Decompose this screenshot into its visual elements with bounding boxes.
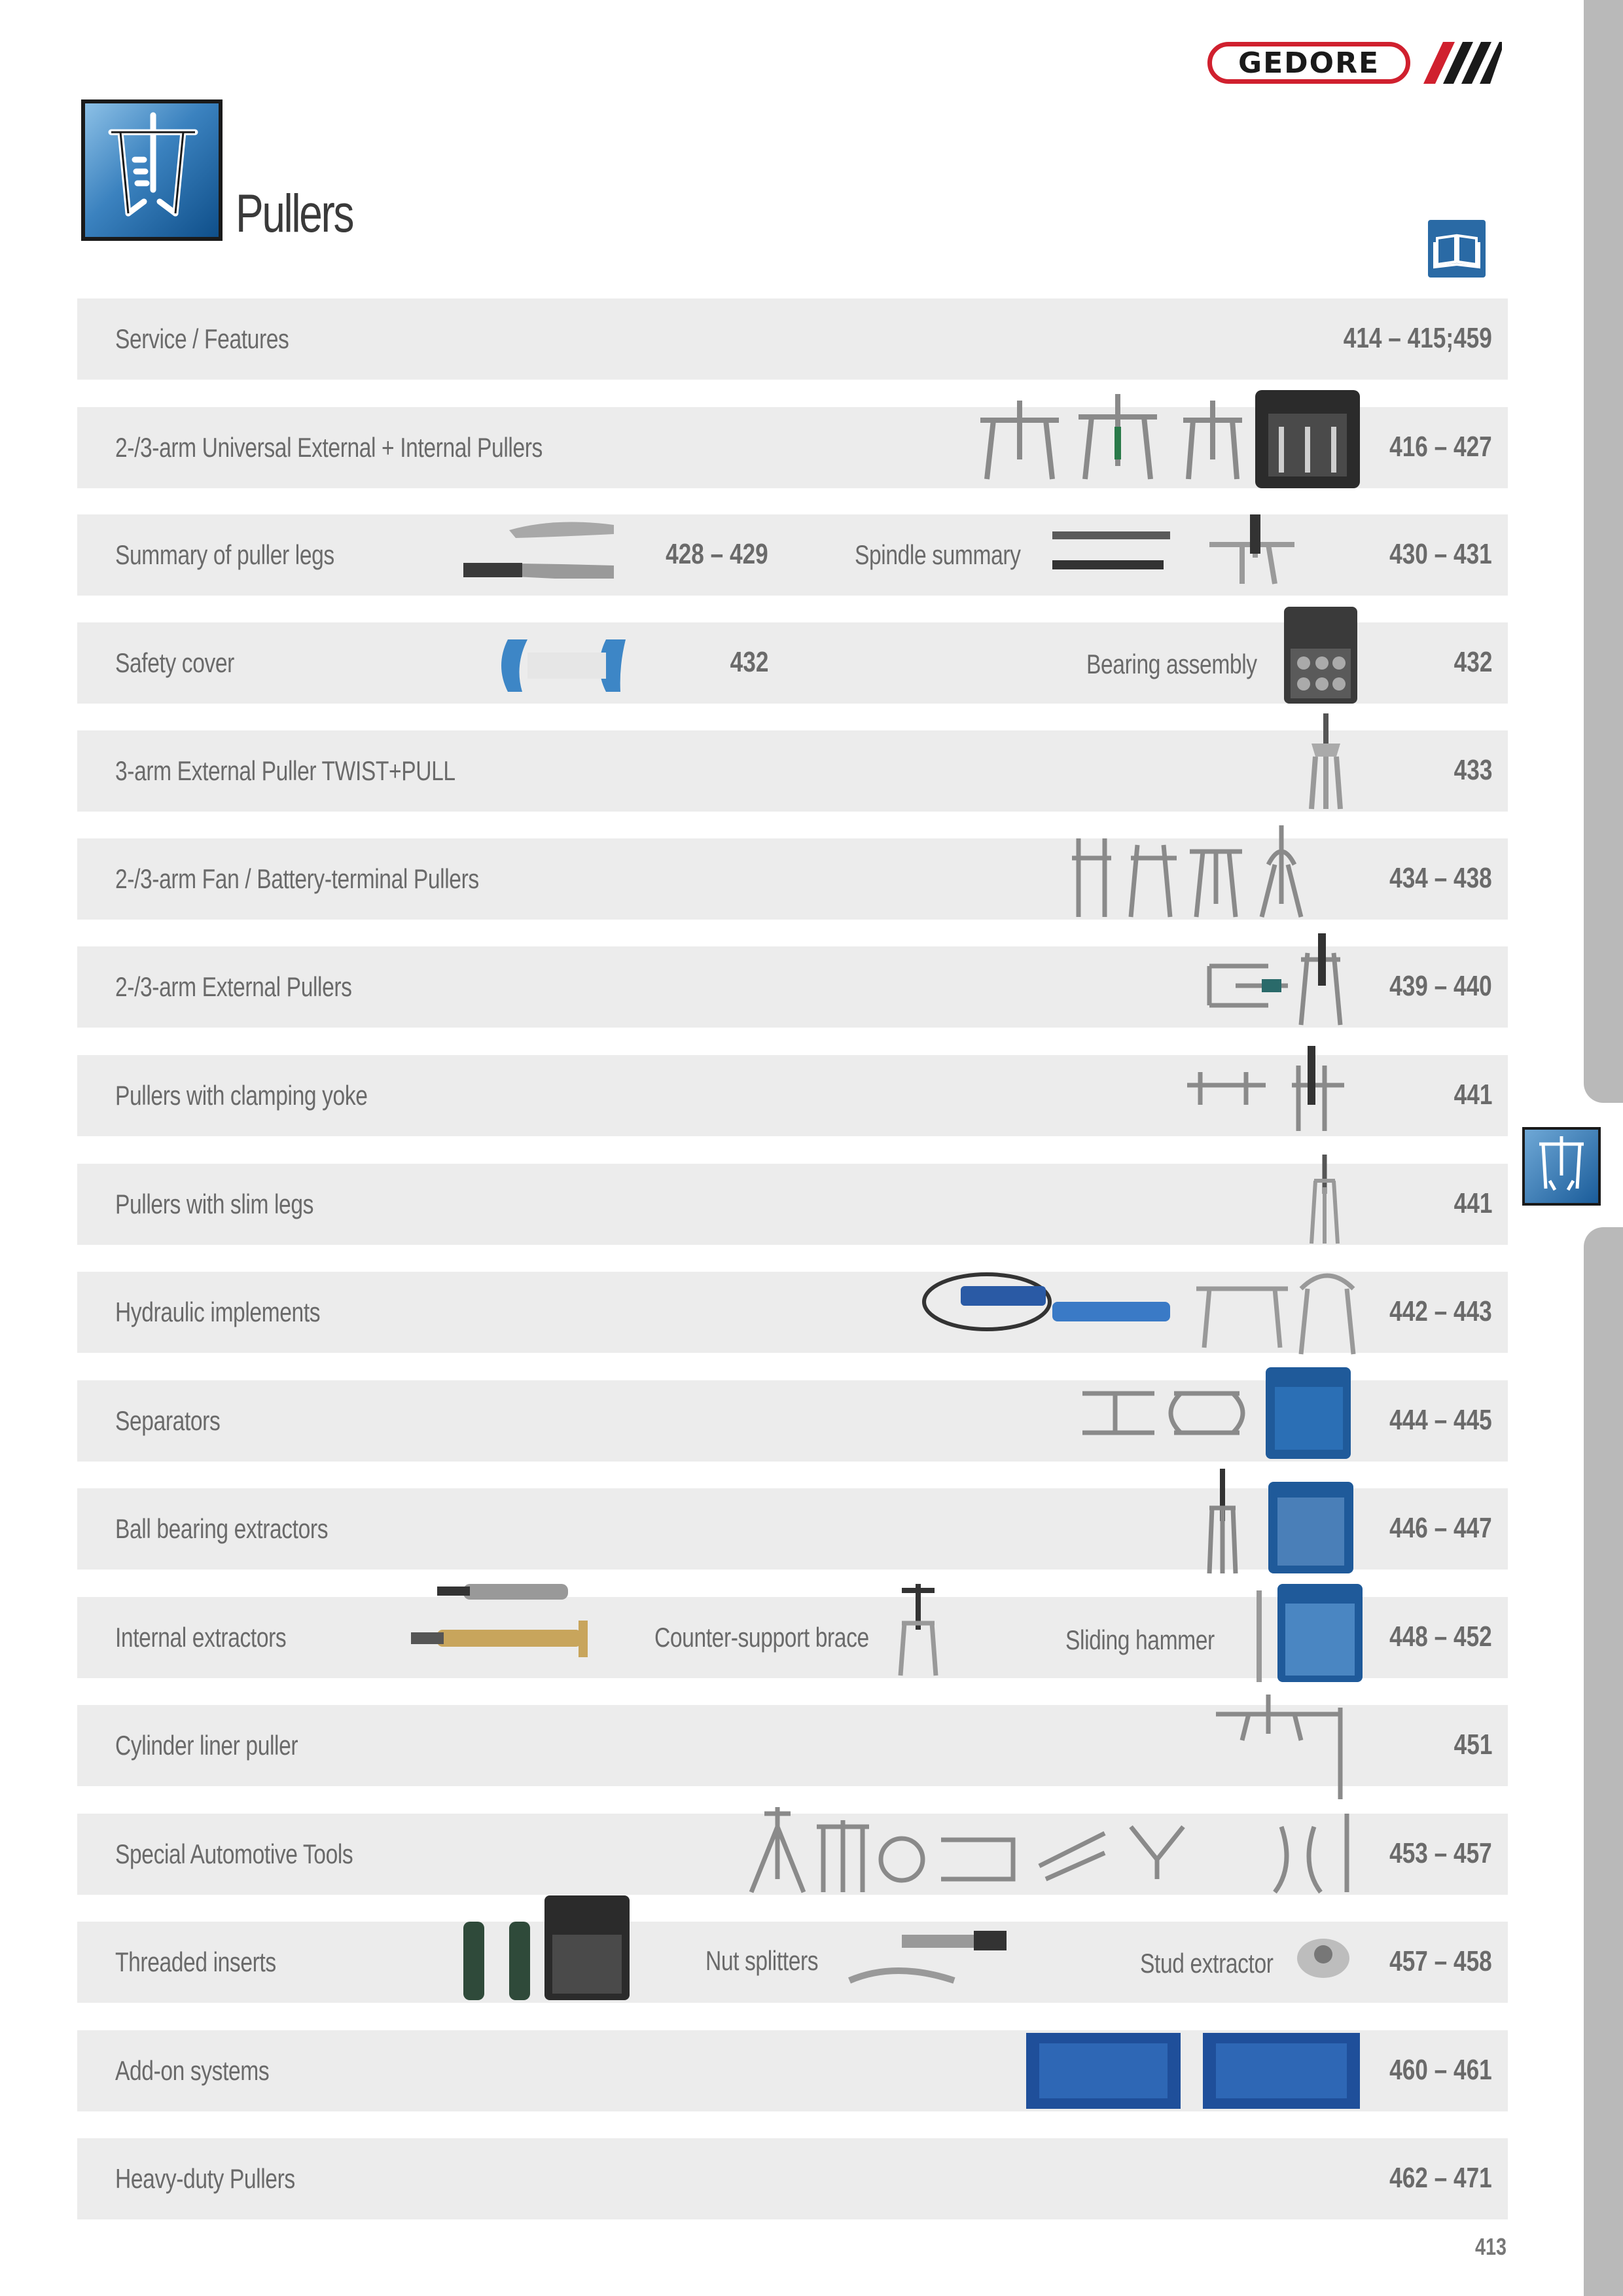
row-pages: 451 [1454, 1729, 1492, 1761]
row-pages-right: 430 – 431 [1389, 538, 1492, 570]
row-puller-legs-spindle[interactable] [77, 514, 1508, 596]
safety-cover-image [488, 626, 639, 700]
row-cylinder-liner[interactable] [77, 1705, 1508, 1786]
row-label: Threaded inserts [115, 1946, 276, 1977]
row-label-3: Stud extractor [1140, 1948, 1274, 1979]
row-pages: 433 [1454, 754, 1492, 786]
row-label: Service / Features [115, 323, 289, 354]
row-label: Separators [115, 1405, 221, 1436]
logo-stripes-icon [1417, 42, 1502, 84]
row-threaded-nut-stud[interactable] [77, 1922, 1508, 2003]
row-fan-battery[interactable] [77, 838, 1508, 920]
page-number: 413 [1474, 2233, 1507, 2260]
row-pages: 441 [1454, 1187, 1492, 1219]
row-pages: 416 – 427 [1389, 431, 1492, 463]
external-pullers-image [1196, 933, 1353, 1031]
puller-legs-image [457, 511, 627, 596]
hydraulic-implements-image [921, 1263, 1380, 1361]
row-label: 2-/3-arm Fan / Battery-terminal Pullers [115, 863, 479, 894]
row-pages-right: 432 [1454, 646, 1492, 678]
row-label: Summary of puller legs [115, 539, 334, 570]
row-hydraulic[interactable] [77, 1272, 1508, 1353]
row-label: 2-/3-arm External Pullers [115, 971, 352, 1002]
row-label: Internal extractors [115, 1622, 287, 1653]
row-label: 3-arm External Puller TWIST+PULL [115, 755, 455, 786]
row-label: Safety cover [115, 647, 234, 678]
puller-icon [81, 99, 223, 241]
row-pages: 453 – 457 [1389, 1837, 1492, 1869]
row-label: Hydraulic implements [115, 1297, 321, 1327]
row-slim-legs[interactable] [77, 1164, 1508, 1245]
bearing-assembly-image [1280, 603, 1365, 708]
slim-legs-image [1305, 1155, 1344, 1246]
universal-pullers-image [967, 387, 1438, 492]
row-label: 2-/3-arm Universal External + Internal Pullers [115, 432, 543, 463]
row-safety-bearing[interactable] [77, 622, 1508, 704]
row-pages: 414 – 415;459 [1343, 322, 1492, 354]
nut-splitters-image [843, 1909, 1020, 2000]
row-label: Heavy-duty Pullers [115, 2163, 295, 2194]
add-on-systems-image [1026, 2030, 1380, 2111]
row-pages: 444 – 445 [1389, 1404, 1492, 1436]
row-heavy-duty[interactable] [77, 2138, 1508, 2219]
separators-image [1076, 1367, 1377, 1465]
row-label: Cylinder liner puller [115, 1730, 298, 1761]
row-label-3: Sliding hammer [1065, 1624, 1215, 1655]
logo-text: GEDORE [1238, 46, 1380, 80]
row-special-automotive[interactable] [77, 1814, 1508, 1895]
cylinder-liner-puller-image [1209, 1688, 1366, 1806]
fan-battery-pullers-image [1065, 825, 1373, 924]
row-label-2: Spindle summary [855, 539, 1021, 570]
counter-support-brace-image [889, 1584, 948, 1682]
row-pages-left: 428 – 429 [666, 538, 768, 570]
row-pages: 457 – 458 [1389, 1945, 1492, 1977]
row-label: Special Automotive Tools [115, 1839, 353, 1869]
row-pages-left: 432 [730, 646, 768, 678]
book-icon[interactable] [1428, 220, 1486, 278]
row-add-on-systems[interactable] [77, 2030, 1508, 2111]
twist-pull-image [1300, 711, 1352, 816]
row-label-2: Nut splitters [705, 1945, 819, 1976]
row-label: Add-on systems [115, 2055, 270, 2086]
row-service-features[interactable] [77, 298, 1508, 380]
side-tab-top [1584, 0, 1623, 1103]
row-pages: 446 – 447 [1389, 1512, 1492, 1544]
row-separators[interactable] [77, 1380, 1508, 1462]
row-pages: 448 – 452 [1389, 1621, 1492, 1653]
row-universal-pullers[interactable] [77, 407, 1508, 488]
row-pages: 462 – 471 [1389, 2162, 1492, 2194]
row-label-2: Bearing assembly [1086, 649, 1257, 679]
threaded-inserts-image [378, 1895, 640, 2007]
row-pages: 434 – 438 [1389, 862, 1492, 894]
row-pages: 460 – 461 [1389, 2054, 1492, 2086]
gedore-logo [1207, 38, 1502, 90]
row-clamping-yoke[interactable] [77, 1055, 1508, 1136]
row-label: Pullers with clamping yoke [115, 1080, 368, 1111]
sliding-hammer-image [1245, 1584, 1376, 1689]
row-label: Ball bearing extractors [115, 1513, 329, 1544]
puller-section-icon[interactable] [1522, 1127, 1601, 1206]
internal-extractors-image [411, 1577, 601, 1676]
row-ball-bearing[interactable] [77, 1488, 1508, 1570]
row-external-pullers[interactable] [77, 946, 1508, 1028]
clamping-yoke-image [1181, 1046, 1351, 1144]
row-pages: 441 [1454, 1079, 1492, 1111]
ball-bearing-extractor-image [1196, 1469, 1380, 1580]
special-automotive-tools-image [738, 1801, 1366, 1899]
row-internal-extractors[interactable] [77, 1597, 1508, 1678]
row-label-2: Counter-support brace [654, 1622, 869, 1653]
row-twist-pull[interactable] [77, 730, 1508, 812]
spindle-image [1046, 505, 1340, 597]
row-label: Pullers with slim legs [115, 1189, 314, 1219]
side-tab-bottom [1584, 1227, 1623, 2296]
page-title: Pullers [236, 184, 353, 243]
row-pages: 442 – 443 [1389, 1295, 1492, 1327]
row-pages: 439 – 440 [1389, 970, 1492, 1002]
stud-extractor-image [1291, 1922, 1356, 1987]
